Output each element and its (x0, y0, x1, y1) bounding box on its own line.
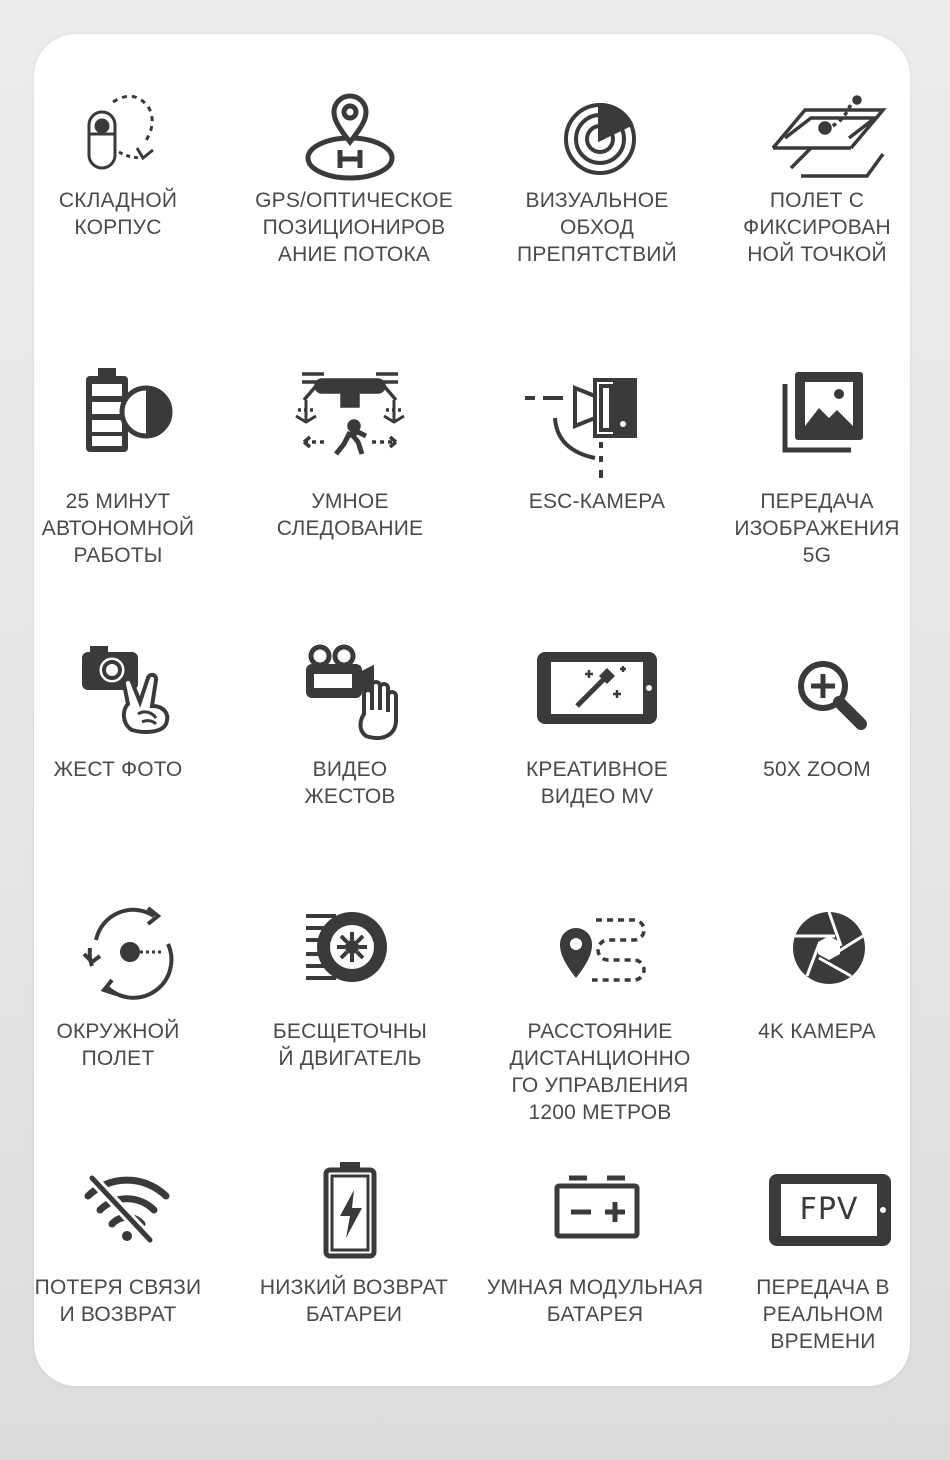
feature-label: ЖЕСТ ФОТО (53, 758, 183, 781)
feature-label: УМНАЯ МОДУЛЬНАЯ БАТАРЕЯ (486, 1276, 704, 1326)
route-distance-icon (558, 912, 654, 982)
feature-label: ПОТЕРЯ СВЯЗИ И ВОЗВРАТ (34, 1276, 202, 1326)
feature-label: ВИЗУАЛЬНОЕ ОБХОД ПРЕПЯТСТВИЙ (517, 189, 677, 266)
feature-label: ESC-КАМЕРА (528, 490, 666, 513)
low-battery-icon (322, 1162, 378, 1258)
gesture-photo-icon (82, 644, 178, 736)
feature-label: 25 МИНУТ АВТОНОМНОЙ РАБОТЫ (41, 490, 195, 567)
feature-label: ПЕРЕДАЧА В РЕАЛЬНОМ ВРЕМЕНИ (756, 1276, 890, 1353)
orbit-flight-icon (82, 904, 178, 1000)
feature-label: СКЛАДНОЙ КОРПУС (58, 189, 178, 239)
creative-video-icon (537, 652, 657, 724)
feature-label: 4K КАМЕРА (758, 1020, 876, 1043)
battery-timer-icon (82, 370, 178, 456)
folding-drone-icon (85, 90, 165, 172)
gps-landing-pad-icon (304, 94, 396, 184)
waypoint-flight-icon (771, 98, 887, 180)
feature-label: GPS/ОПТИЧЕСКОЕ ПОЗИЦИОНИРОВ АНИЕ ПОТОКА (255, 189, 453, 266)
gesture-video-icon (306, 644, 402, 744)
modular-battery-icon (553, 1174, 641, 1240)
feature-label: РАССТОЯНИЕ ДИСТАНЦИОННО ГО УПРАВЛЕНИЯ 1200 МЕТРОВ (509, 1020, 691, 1124)
zoom-icon (795, 658, 869, 730)
image-gallery-icon (781, 370, 865, 454)
drone-follow-icon (296, 370, 404, 462)
fpv-phone-icon (769, 1174, 891, 1246)
esc-camera-icon (525, 376, 643, 480)
feature-label: ОКРУЖНОЙ ПОЛЕТ (56, 1020, 180, 1070)
feature-label: УМНОЕ СЛЕДОВАНИЕ (276, 490, 424, 540)
feature-label: ВИДЕО ЖЕСТОВ (304, 758, 396, 808)
fpv-text: FPV (799, 1192, 859, 1227)
brushless-motor-icon (306, 910, 390, 984)
wifi-off-icon (84, 1176, 170, 1242)
feature-label: 50X ZOOM (763, 758, 871, 781)
radar-icon (563, 102, 637, 176)
feature-label: НИЗКИЙ ВОЗВРАТ БАТАРЕИ (259, 1276, 449, 1326)
feature-label: ПЕРЕДАЧА ИЗОБРАЖЕНИЯ 5G (734, 490, 900, 567)
feature-label: БЕСЩЕТОЧНЫ Й ДВИГАТЕЛЬ (272, 1020, 428, 1070)
feature-label: ПОЛЕТ С ФИКСИРОВАН НОЙ ТОЧКОЙ (743, 189, 891, 266)
features-card (34, 34, 910, 1386)
feature-label: КРЕАТИВНОЕ ВИДЕО MV (525, 758, 669, 808)
aperture-icon (791, 910, 867, 986)
